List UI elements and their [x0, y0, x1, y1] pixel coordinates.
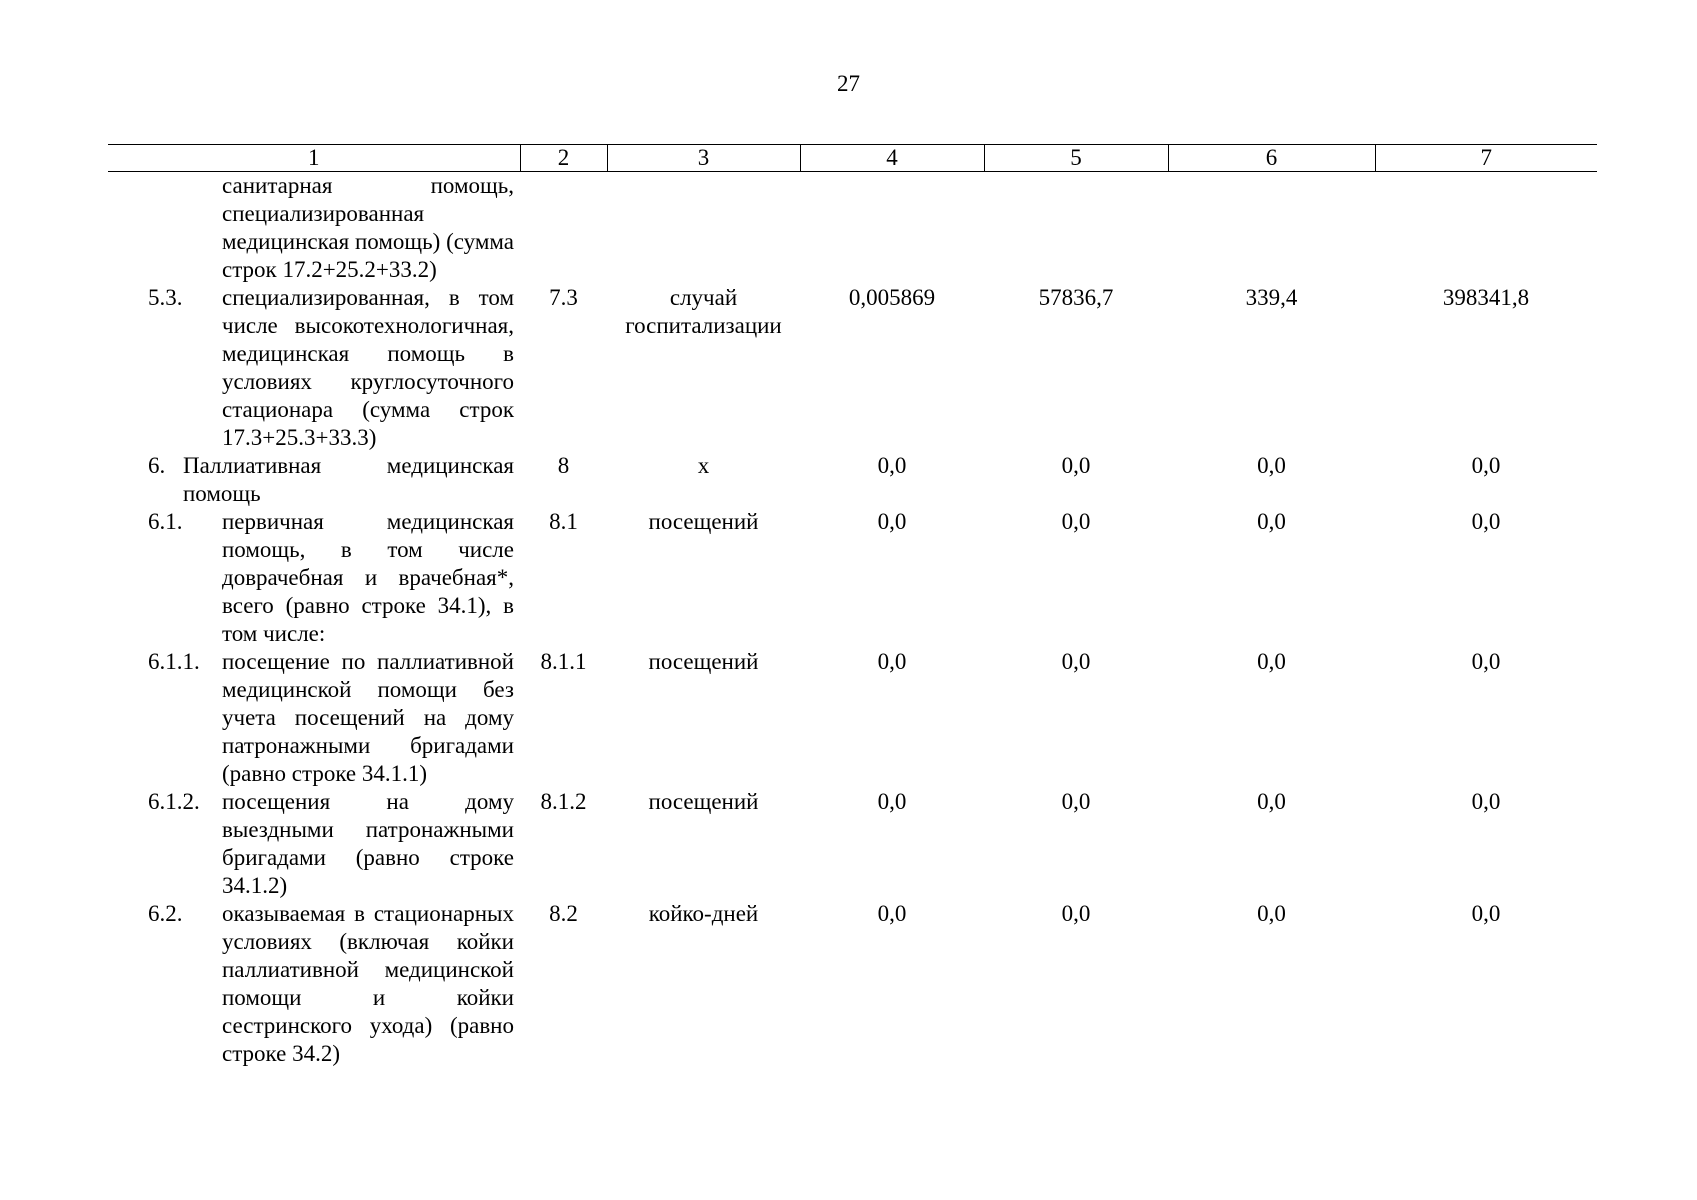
column-header-7: 7	[1375, 145, 1597, 172]
row-value-5: 0,0	[1061, 789, 1091, 814]
row-code: 8	[557, 453, 570, 478]
row-unit: посещений	[648, 649, 759, 674]
column-header-3: 3	[607, 145, 800, 172]
row-value-4: 0,0	[877, 509, 907, 534]
table-header	[108, 145, 1597, 172]
row-description	[108, 900, 520, 1068]
row-value-6: 0,0	[1257, 649, 1286, 674]
row-description	[108, 172, 520, 285]
row-label: оказываемая в стационарных условиях (включая койки паллиативной медицинской помощи и койки сестринского ухода) (равно строке 34.2)	[222, 901, 514, 1066]
row-unit: койко-дней	[648, 901, 759, 926]
row-value-5	[984, 172, 1168, 285]
row-value-4: 0,0	[877, 901, 907, 926]
row-code: 8.1	[549, 509, 578, 534]
table-row	[108, 172, 1597, 285]
row-value-4: 0,005869	[848, 285, 936, 310]
row-unit: посещений	[648, 789, 759, 814]
row-value-5: 0,0	[1061, 649, 1091, 674]
row-value-7: 0,0	[1471, 789, 1501, 814]
row-value-6: 0,0	[1257, 901, 1286, 926]
table-row	[108, 900, 1597, 1068]
row-description	[108, 788, 520, 900]
row-value-4: 0,0	[877, 789, 907, 814]
row-value-7: 0,0	[1471, 649, 1501, 674]
row-label: посещения на дому выездными патронажными бригадами (равно строке 34.1.2)	[222, 789, 514, 898]
page-number: 27	[837, 71, 860, 96]
row-number: 6.2.	[148, 901, 183, 926]
row-value-7: 0,0	[1471, 453, 1501, 478]
row-code: 8.1.2	[540, 789, 587, 814]
row-value-6: 339,4	[1245, 285, 1298, 310]
row-number: 6.	[148, 453, 166, 478]
table-body	[108, 172, 1597, 1069]
row-value-6: 0,0	[1257, 789, 1286, 814]
row-value-4: 0,0	[877, 649, 907, 674]
row-description	[108, 284, 520, 452]
row-value-7	[1375, 172, 1597, 285]
column-header-1: 1	[108, 145, 520, 172]
table-row	[108, 452, 1597, 508]
row-code: 8.2	[549, 901, 578, 926]
row-value-6	[1168, 172, 1375, 285]
row-value-5: 57836,7	[1038, 285, 1114, 310]
column-header-6: 6	[1168, 145, 1375, 172]
row-label: первичная медицинская помощь, в том числе доврачебная и врачебная*, всего (равно строке 34.1), в том числе:	[222, 509, 514, 646]
column-header-4: 4	[800, 145, 984, 172]
table-row	[108, 508, 1597, 648]
row-unit: х	[697, 453, 710, 478]
row-number: 6.1.1.	[148, 649, 200, 674]
table-row	[108, 648, 1597, 788]
header-row	[108, 145, 1597, 172]
row-value-7: 398341,8	[1442, 285, 1530, 310]
row-code	[520, 172, 607, 285]
row-value-6: 0,0	[1257, 453, 1286, 478]
row-description	[108, 508, 520, 648]
row-code: 8.1.1	[540, 649, 587, 674]
row-value-7: 0,0	[1471, 901, 1501, 926]
row-value-4	[800, 172, 984, 285]
row-code: 7.3	[549, 285, 578, 310]
row-value-5: 0,0	[1061, 453, 1091, 478]
row-label: специализированная, в том числе высокотехнологичная, медицинская помощь в условиях круглосуточного стационара (сумма строк 17.3+25.3+33.3)	[222, 285, 514, 450]
row-number: 5.3.	[148, 285, 183, 310]
row-label: Паллиативная медицинская помощь	[183, 453, 514, 506]
row-description	[108, 452, 520, 508]
row-value-5: 0,0	[1061, 901, 1091, 926]
row-label: санитарная помощь, специализированная медицинская помощь) (сумма строк 17.2+25.2+33.2)	[222, 173, 514, 282]
row-value-5: 0,0	[1061, 509, 1091, 534]
row-value-7: 0,0	[1471, 509, 1501, 534]
row-value-4: 0,0	[877, 453, 907, 478]
data-table	[108, 144, 1597, 1068]
row-label: посещение по паллиативной медицинской помощи без учета посещений на дому патронажными бригадами (равно строке 34.1.1)	[222, 649, 514, 786]
column-header-2: 2	[520, 145, 607, 172]
row-unit	[607, 172, 800, 285]
row-unit: случай госпитализации	[625, 285, 782, 338]
column-header-5: 5	[984, 145, 1168, 172]
table-row	[108, 284, 1597, 452]
row-number: 6.1.2.	[148, 789, 200, 814]
row-unit: посещений	[648, 509, 759, 534]
row-number: 6.1.	[148, 509, 183, 534]
row-value-6: 0,0	[1257, 509, 1286, 534]
row-description	[108, 648, 520, 788]
table-row	[108, 788, 1597, 900]
